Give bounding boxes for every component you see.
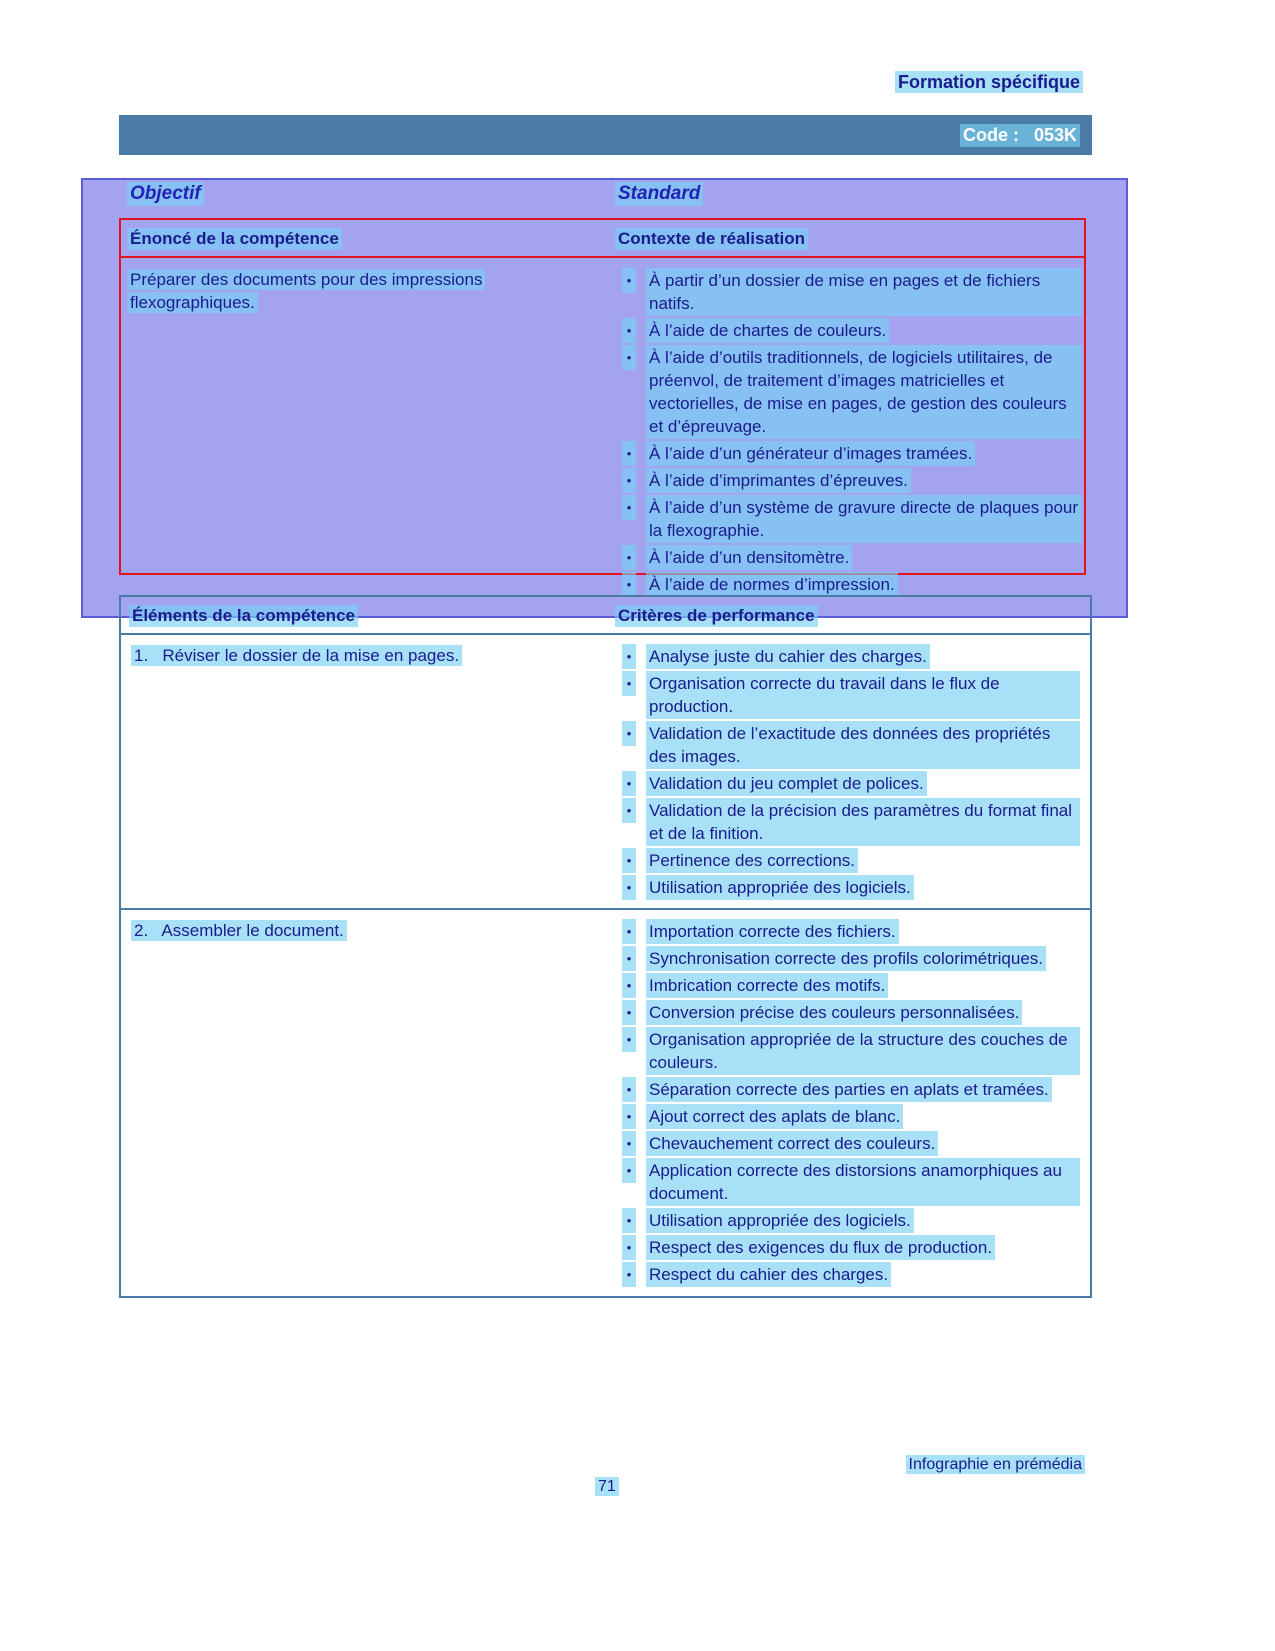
- bullet-icon: •: [622, 848, 636, 873]
- criterion-text: Validation de l’exactitude des données des propriétés des images.: [646, 721, 1080, 769]
- bullet-icon: •: [622, 1235, 636, 1260]
- competence-table: [119, 218, 1086, 594]
- list-item: [617, 1131, 1080, 1156]
- list-item: [617, 1235, 1080, 1260]
- list-item: [617, 572, 1082, 597]
- elements-header: Éléments de la compétence: [129, 605, 358, 627]
- bullet-icon: •: [622, 919, 636, 944]
- list-item: [617, 1027, 1080, 1075]
- code-label: Code : 053K: [960, 124, 1080, 147]
- bullet-icon: •: [622, 973, 636, 998]
- objectif-standard-panel: [81, 178, 1128, 618]
- bullet-icon: •: [622, 1000, 636, 1025]
- criterion-text: Organisation correcte du travail dans le flux de production.: [646, 671, 1080, 719]
- bullet-icon: •: [622, 441, 636, 466]
- bullet-text: À l’aide d’un système de gravure directe de plaques pour la flexographie.: [646, 495, 1082, 543]
- list-item: [617, 345, 1082, 439]
- bullet-icon: •: [622, 1262, 636, 1287]
- bullet-icon: •: [622, 318, 636, 343]
- bullet-icon: •: [622, 771, 636, 796]
- list-item: [617, 495, 1082, 543]
- criterion-text: Analyse juste du cahier des charges.: [646, 644, 930, 669]
- list-item: [617, 268, 1082, 316]
- bullet-icon: •: [622, 572, 636, 597]
- bullet-text: À l’aide d’imprimantes d’épreuves.: [646, 468, 911, 493]
- criterion-text: Validation de la précision des paramètres du format final et de la finition.: [646, 798, 1080, 846]
- criterion-text: Respect des exigences du flux de production.: [646, 1235, 995, 1260]
- list-item: [617, 671, 1080, 719]
- list-item: [617, 875, 1080, 900]
- list-item: [617, 644, 1080, 669]
- enonce-text: Préparer des documents pour des impressions flexographiques.: [127, 269, 485, 313]
- bullet-icon: •: [622, 1104, 636, 1129]
- criterion-text: Pertinence des corrections.: [646, 848, 858, 873]
- element-row: [121, 635, 1090, 910]
- list-item: [617, 771, 1080, 796]
- standard-title: Standard: [615, 182, 703, 206]
- list-item: [617, 1262, 1080, 1287]
- enonce-header: Énoncé de la compétence: [127, 228, 342, 250]
- list-item: [617, 848, 1080, 873]
- bullet-icon: •: [622, 644, 636, 669]
- criterion-text: Respect du cahier des charges.: [646, 1262, 891, 1287]
- formation-label-text: Formation spécifique: [895, 71, 1083, 93]
- criteria-list: [617, 644, 1080, 902]
- criterion-text: Organisation appropriée de la structure des couches de couleurs.: [646, 1027, 1080, 1075]
- bullet-icon: •: [622, 946, 636, 971]
- list-item: [617, 441, 1082, 466]
- competence-table-body: [121, 258, 1084, 599]
- list-item: [617, 1077, 1080, 1102]
- list-item: [617, 798, 1080, 846]
- bullet-icon: •: [622, 545, 636, 570]
- criterion-text: Synchronisation correcte des profils colorimétriques.: [646, 946, 1046, 971]
- criteres-header: Critères de performance: [615, 605, 818, 627]
- criterion-text: Imbrication correcte des motifs.: [646, 973, 888, 998]
- list-item: [617, 468, 1082, 493]
- bullet-icon: •: [622, 1131, 636, 1156]
- contexte-bullet-list: [617, 268, 1082, 599]
- objectif-title: Objectif: [127, 182, 204, 206]
- list-item: [617, 1104, 1080, 1129]
- bullet-icon: •: [622, 345, 636, 370]
- element-cell: [121, 919, 617, 1290]
- list-item: [617, 946, 1080, 971]
- bullet-text: À l’aide de chartes de couleurs.: [646, 318, 889, 343]
- bullet-icon: •: [622, 1077, 636, 1102]
- elements-table: [119, 595, 1092, 1298]
- bullet-icon: •: [622, 671, 636, 696]
- bullet-text: À partir d’un dossier de mise en pages et de fichiers natifs.: [646, 268, 1082, 316]
- element-text: 2. Assembler le document.: [131, 920, 347, 941]
- bullet-icon: •: [622, 1158, 636, 1183]
- list-item: [617, 1158, 1080, 1206]
- bullet-icon: •: [622, 495, 636, 520]
- criterion-text: Conversion précise des couleurs personnalisées.: [646, 1000, 1022, 1025]
- list-item: [617, 721, 1080, 769]
- bullet-icon: •: [622, 1027, 636, 1052]
- enonce-cell: [121, 268, 617, 599]
- program-name-text: Infographie en prémédia: [906, 1455, 1085, 1474]
- list-item: [617, 1000, 1080, 1025]
- bullet-text: À l’aide d’un densitomètre.: [646, 545, 852, 570]
- program-name-footer: [906, 1456, 1085, 1474]
- criterion-text: Utilisation appropriée des logiciels.: [646, 875, 914, 900]
- bullet-icon: •: [622, 1208, 636, 1233]
- page-number-text: 71: [595, 1477, 619, 1496]
- list-item: [617, 1208, 1080, 1233]
- criterion-text: Validation du jeu complet de polices.: [646, 771, 927, 796]
- criterion-text: Ajout correct des aplats de blanc.: [646, 1104, 903, 1129]
- list-item: [617, 973, 1080, 998]
- element-cell: [121, 644, 617, 902]
- bullet-text: À l’aide de normes d’impression.: [646, 572, 898, 597]
- bullet-text: À l’aide d’un générateur d’images tramées.: [646, 441, 975, 466]
- criteria-list: [617, 919, 1080, 1290]
- page-number: [595, 1478, 619, 1496]
- criterion-text: Séparation correcte des parties en aplats et tramées.: [646, 1077, 1052, 1102]
- competence-table-header: [121, 220, 1084, 258]
- code-bar: [119, 115, 1092, 155]
- bullet-icon: •: [622, 721, 636, 746]
- bullet-icon: •: [622, 268, 636, 293]
- bullet-icon: •: [622, 468, 636, 493]
- element-text: 1. Réviser le dossier de la mise en pages.: [131, 645, 462, 666]
- elements-table-header: [121, 597, 1090, 635]
- list-item: [617, 318, 1082, 343]
- criterion-text: Utilisation appropriée des logiciels.: [646, 1208, 914, 1233]
- bullet-icon: •: [622, 798, 636, 823]
- formation-label: [895, 72, 1083, 93]
- criterion-text: Importation correcte des fichiers.: [646, 919, 899, 944]
- bullet-text: À l’aide d’outils traditionnels, de logiciels utilitaires, de préenvol, de traitement d’images matricielles et vectorielles, de mise en pages, de gestion des couleurs et d’épreuvage.: [646, 345, 1082, 439]
- element-row: [121, 910, 1090, 1296]
- criterion-text: Application correcte des distorsions anamorphiques au document.: [646, 1158, 1080, 1206]
- list-item: [617, 545, 1082, 570]
- list-item: [617, 919, 1080, 944]
- criterion-text: Chevauchement correct des couleurs.: [646, 1131, 938, 1156]
- contexte-header: Contexte de réalisation: [615, 228, 808, 250]
- bullet-icon: •: [622, 875, 636, 900]
